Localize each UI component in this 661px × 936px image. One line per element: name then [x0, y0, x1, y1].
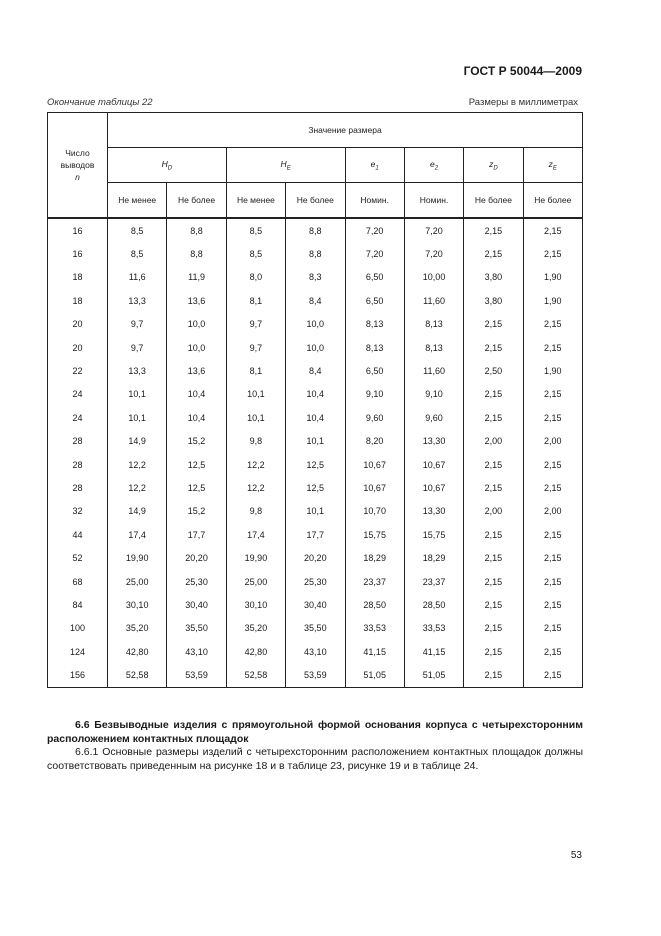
- value-cell: 2,15: [523, 663, 582, 687]
- value-cell: 42,80: [226, 640, 285, 663]
- value-cell: 3,80: [464, 266, 523, 289]
- value-cell: 12,2: [108, 453, 167, 476]
- value-group-header: Значение размера: [108, 113, 583, 148]
- value-cell: 2,15: [464, 593, 523, 616]
- pin-count-header: Число выводов n: [48, 113, 108, 218]
- value-cell: 35,20: [226, 617, 285, 640]
- table-row: [48, 476, 583, 499]
- value-cell: 43,10: [167, 640, 226, 663]
- value-cell: 12,5: [167, 476, 226, 499]
- value-cell: 18,29: [345, 546, 404, 569]
- table-row: [48, 219, 583, 243]
- table-row: [48, 383, 583, 406]
- value-cell: 15,2: [167, 500, 226, 523]
- value-cell: 2,15: [464, 546, 523, 569]
- value-cell: 2,15: [464, 219, 523, 243]
- value-cell: 2,15: [523, 383, 582, 406]
- pin-count-cell: 100: [48, 617, 108, 640]
- value-cell: 17,4: [226, 523, 285, 546]
- value-cell: 8,5: [108, 242, 167, 265]
- value-cell: 7,20: [345, 219, 404, 243]
- subheader-cell: Не более: [167, 183, 226, 218]
- value-cell: 10,1: [226, 383, 285, 406]
- value-cell: 2,15: [464, 663, 523, 687]
- value-cell: 2,15: [523, 523, 582, 546]
- page-number: 53: [570, 850, 582, 861]
- value-cell: 2,15: [523, 640, 582, 663]
- value-cell: 15,75: [345, 523, 404, 546]
- param-header: $e_2$: [404, 148, 463, 183]
- value-cell: 30,10: [108, 593, 167, 616]
- value-cell: 23,37: [404, 570, 463, 593]
- value-cell: 8,13: [404, 336, 463, 359]
- value-cell: 2,15: [523, 617, 582, 640]
- pin-count-cell: 28: [48, 476, 108, 499]
- pin-count-cell: 52: [48, 546, 108, 569]
- value-cell: 9,60: [404, 406, 463, 429]
- value-cell: 33,53: [345, 617, 404, 640]
- pin-count-cell: 18: [48, 266, 108, 289]
- value-cell: 11,6: [108, 266, 167, 289]
- value-cell: 8,1: [226, 289, 285, 312]
- value-cell: 2,15: [523, 570, 582, 593]
- value-cell: 10,0: [167, 313, 226, 336]
- value-cell: 9,60: [345, 406, 404, 429]
- value-cell: 9,10: [345, 383, 404, 406]
- value-cell: 11,60: [404, 359, 463, 382]
- table-row: [48, 640, 583, 663]
- value-cell: 2,15: [523, 313, 582, 336]
- value-cell: 9,8: [226, 430, 285, 453]
- value-cell: 13,6: [167, 359, 226, 382]
- value-cell: 43,10: [286, 640, 345, 663]
- value-cell: 10,1: [226, 406, 285, 429]
- value-cell: 17,7: [286, 523, 345, 546]
- value-cell: 12,5: [286, 476, 345, 499]
- value-cell: 10,4: [286, 383, 345, 406]
- value-cell: 7,20: [404, 219, 463, 243]
- value-cell: 7,20: [345, 242, 404, 265]
- table-row: [48, 663, 583, 687]
- table-row: [48, 546, 583, 569]
- value-cell: 30,10: [226, 593, 285, 616]
- value-cell: 8,8: [286, 242, 345, 265]
- pin-count-cell: 16: [48, 242, 108, 265]
- table-row: [48, 359, 583, 382]
- subheader-cell: Не более: [523, 183, 582, 218]
- value-cell: 30,40: [167, 593, 226, 616]
- table-continuation-caption: Окончание таблицы 22: [47, 97, 153, 108]
- subheader-cell: Номин.: [404, 183, 463, 218]
- value-cell: 10,70: [345, 500, 404, 523]
- value-cell: 2,15: [464, 617, 523, 640]
- value-cell: 2,15: [464, 336, 523, 359]
- value-cell: 25,00: [108, 570, 167, 593]
- dimensions-table: [47, 112, 583, 688]
- pin-count-cell: 124: [48, 640, 108, 663]
- value-cell: 8,1: [226, 359, 285, 382]
- value-cell: 2,15: [464, 313, 523, 336]
- value-cell: 8,13: [345, 313, 404, 336]
- value-cell: 10,67: [345, 453, 404, 476]
- value-cell: 9,7: [108, 313, 167, 336]
- value-cell: 8,8: [167, 219, 226, 243]
- value-cell: 10,1: [286, 500, 345, 523]
- value-cell: 8,5: [226, 219, 285, 243]
- value-cell: 52,58: [226, 663, 285, 687]
- value-cell: 19,90: [226, 546, 285, 569]
- value-cell: 10,4: [167, 383, 226, 406]
- value-cell: 23,37: [345, 570, 404, 593]
- value-cell: 15,75: [404, 523, 463, 546]
- value-cell: 8,5: [226, 242, 285, 265]
- pin-count-cell: 20: [48, 313, 108, 336]
- value-cell: 1,90: [523, 266, 582, 289]
- value-cell: 13,3: [108, 359, 167, 382]
- value-cell: 12,5: [286, 453, 345, 476]
- value-cell: 12,5: [167, 453, 226, 476]
- value-cell: 12,2: [226, 476, 285, 499]
- value-cell: 6,50: [345, 289, 404, 312]
- value-cell: 10,67: [404, 476, 463, 499]
- pin-count-cell: 22: [48, 359, 108, 382]
- table-row: [48, 336, 583, 359]
- table-row: [48, 593, 583, 616]
- table-row: [48, 266, 583, 289]
- value-cell: 25,30: [167, 570, 226, 593]
- value-cell: 11,60: [404, 289, 463, 312]
- value-cell: 20,20: [167, 546, 226, 569]
- value-cell: 10,0: [286, 313, 345, 336]
- param-header: $H_E$: [226, 148, 345, 183]
- value-cell: 7,20: [404, 242, 463, 265]
- pin-count-cell: 68: [48, 570, 108, 593]
- value-cell: 28,50: [404, 593, 463, 616]
- value-cell: 2,15: [523, 476, 582, 499]
- value-cell: 8,4: [286, 359, 345, 382]
- value-cell: 2,15: [464, 570, 523, 593]
- value-cell: 2,15: [464, 242, 523, 265]
- value-cell: 2,00: [523, 500, 582, 523]
- table-row: [48, 523, 583, 546]
- table-row: [48, 313, 583, 336]
- units-caption: Размеры в миллиметрах: [468, 97, 578, 108]
- value-cell: 10,67: [404, 453, 463, 476]
- value-cell: 15,2: [167, 430, 226, 453]
- value-cell: 13,30: [404, 500, 463, 523]
- subheader-cell: Не менее: [226, 183, 285, 218]
- value-cell: 9,7: [226, 313, 285, 336]
- value-cell: 2,15: [523, 219, 582, 243]
- value-cell: 9,8: [226, 500, 285, 523]
- value-cell: 2,00: [523, 430, 582, 453]
- value-cell: 6,50: [345, 266, 404, 289]
- value-cell: 2,15: [523, 242, 582, 265]
- pin-count-cell: 156: [48, 663, 108, 687]
- value-cell: 10,0: [286, 336, 345, 359]
- value-cell: 13,3: [108, 289, 167, 312]
- param-header: $z_D$: [464, 148, 523, 183]
- table-row: [48, 242, 583, 265]
- value-cell: 53,59: [286, 663, 345, 687]
- value-cell: 20,20: [286, 546, 345, 569]
- value-cell: 2,15: [523, 593, 582, 616]
- pin-count-cell: 24: [48, 406, 108, 429]
- value-cell: 9,7: [226, 336, 285, 359]
- document-id: ГОСТ Р 50044—2009: [463, 64, 582, 78]
- section-title: 6.6 Безвыводные изделия с прямоугольной формой основания корпуса с четырехсторонним расположением контактных площадок: [47, 719, 583, 745]
- value-cell: 11,9: [167, 266, 226, 289]
- value-cell: 12,2: [226, 453, 285, 476]
- value-cell: 10,1: [108, 406, 167, 429]
- value-cell: 8,8: [286, 219, 345, 243]
- value-cell: 2,15: [464, 453, 523, 476]
- pin-count-cell: 28: [48, 453, 108, 476]
- value-cell: 1,90: [523, 289, 582, 312]
- value-cell: 25,00: [226, 570, 285, 593]
- value-cell: 3,80: [464, 289, 523, 312]
- value-cell: 2,00: [464, 500, 523, 523]
- value-cell: 13,30: [404, 430, 463, 453]
- table-row: [48, 453, 583, 476]
- value-cell: 8,5: [108, 219, 167, 243]
- value-cell: 8,13: [404, 313, 463, 336]
- value-cell: 10,0: [167, 336, 226, 359]
- value-cell: 13,6: [167, 289, 226, 312]
- value-cell: 2,15: [464, 383, 523, 406]
- value-cell: 19,90: [108, 546, 167, 569]
- pin-count-cell: 84: [48, 593, 108, 616]
- value-cell: 25,30: [286, 570, 345, 593]
- pin-count-cell: 44: [48, 523, 108, 546]
- subheader-cell: Не более: [286, 183, 345, 218]
- param-header: $e_1$: [345, 148, 404, 183]
- value-cell: 51,05: [345, 663, 404, 687]
- param-header: $z_E$: [523, 148, 582, 183]
- value-cell: 17,7: [167, 523, 226, 546]
- value-cell: 2,15: [464, 523, 523, 546]
- subheader-cell: Не менее: [108, 183, 167, 218]
- table-row: [48, 570, 583, 593]
- table-row: [48, 406, 583, 429]
- value-cell: 8,13: [345, 336, 404, 359]
- section-paragraph: 6.6.1 Основные размеры изделий с четырехсторонним расположением контактных площадок должны соответствовать приведенным на рисунке 18 и в таблице 23, рисунке 19 и в таблице 24.: [47, 746, 583, 772]
- value-cell: 6,50: [345, 359, 404, 382]
- table-row: [48, 500, 583, 523]
- param-header: $H_D$: [108, 148, 227, 183]
- value-cell: 9,7: [108, 336, 167, 359]
- table-row: [48, 617, 583, 640]
- value-cell: 8,0: [226, 266, 285, 289]
- subheader-cell: Не более: [464, 183, 523, 218]
- value-cell: 2,50: [464, 359, 523, 382]
- value-cell: 10,1: [108, 383, 167, 406]
- value-cell: 9,10: [404, 383, 463, 406]
- pin-count-cell: 24: [48, 383, 108, 406]
- subheader-cell: Номин.: [345, 183, 404, 218]
- table-row: [48, 430, 583, 453]
- value-cell: 35,50: [286, 617, 345, 640]
- pin-count-cell: 16: [48, 219, 108, 243]
- value-cell: 41,15: [345, 640, 404, 663]
- value-cell: 8,8: [167, 242, 226, 265]
- value-cell: 33,53: [404, 617, 463, 640]
- table-row: [48, 289, 583, 312]
- value-cell: 2,15: [523, 406, 582, 429]
- value-cell: 2,15: [523, 453, 582, 476]
- value-cell: 18,29: [404, 546, 463, 569]
- value-cell: 2,15: [523, 336, 582, 359]
- value-cell: 10,67: [345, 476, 404, 499]
- value-cell: 2,15: [523, 546, 582, 569]
- value-cell: 10,1: [286, 430, 345, 453]
- value-cell: 52,58: [108, 663, 167, 687]
- value-cell: 10,4: [167, 406, 226, 429]
- value-cell: 12,2: [108, 476, 167, 499]
- value-cell: 51,05: [404, 663, 463, 687]
- value-cell: 17,4: [108, 523, 167, 546]
- pin-count-cell: 20: [48, 336, 108, 359]
- value-cell: 2,15: [464, 640, 523, 663]
- value-cell: 2,15: [464, 476, 523, 499]
- pin-count-cell: 32: [48, 500, 108, 523]
- value-cell: 35,20: [108, 617, 167, 640]
- value-cell: 8,3: [286, 266, 345, 289]
- value-cell: 1,90: [523, 359, 582, 382]
- pin-count-cell: 28: [48, 430, 108, 453]
- value-cell: 30,40: [286, 593, 345, 616]
- value-cell: 2,00: [464, 430, 523, 453]
- table-body: [48, 219, 583, 688]
- value-cell: 28,50: [345, 593, 404, 616]
- value-cell: 53,59: [167, 663, 226, 687]
- value-cell: 14,9: [108, 500, 167, 523]
- value-cell: 2,15: [464, 406, 523, 429]
- value-cell: 10,00: [404, 266, 463, 289]
- value-cell: 10,4: [286, 406, 345, 429]
- pin-count-cell: 18: [48, 289, 108, 312]
- value-cell: 42,80: [108, 640, 167, 663]
- value-cell: 35,50: [167, 617, 226, 640]
- value-cell: 8,4: [286, 289, 345, 312]
- value-cell: 41,15: [404, 640, 463, 663]
- value-cell: 14,9: [108, 430, 167, 453]
- value-cell: 8,20: [345, 430, 404, 453]
